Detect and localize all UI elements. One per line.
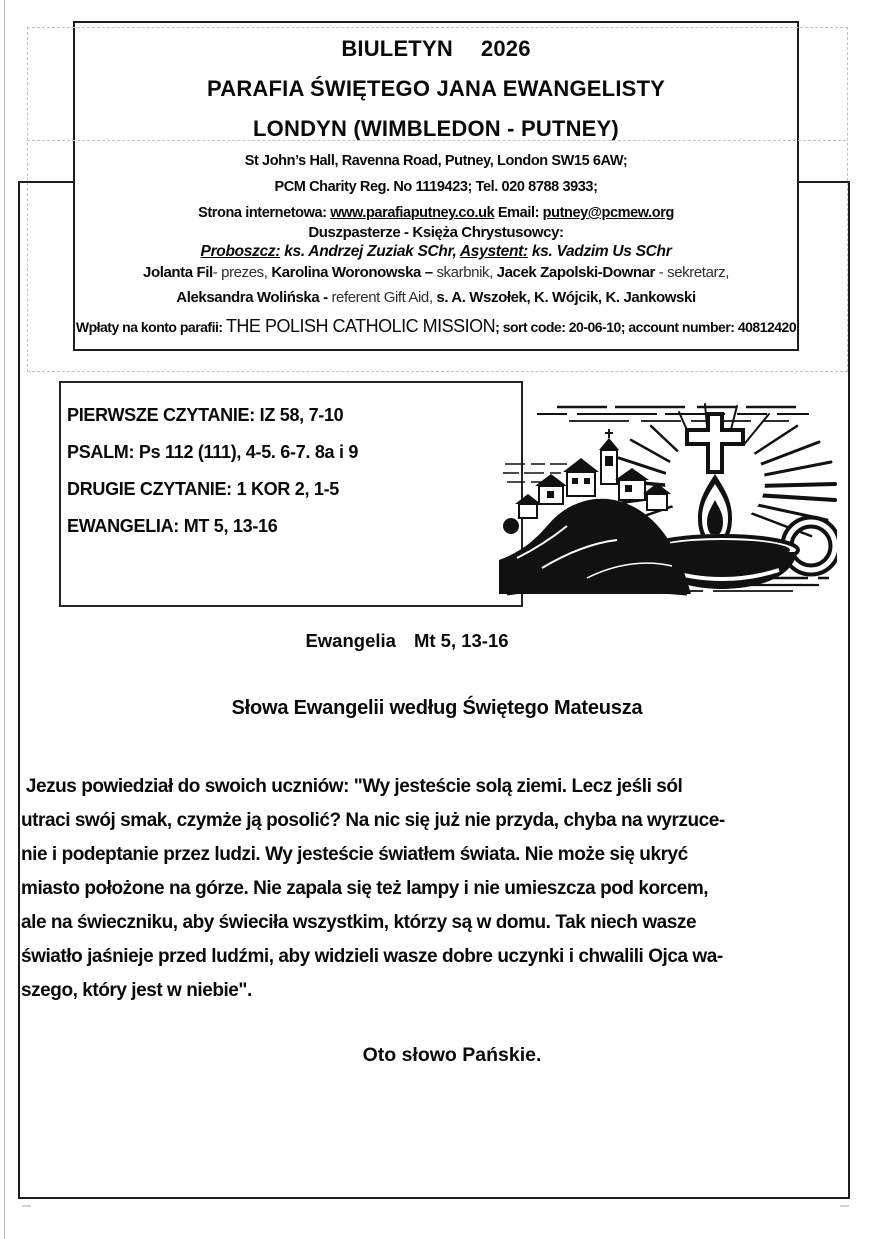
page-edge-line [4, 0, 5, 1239]
council-line-2 [75, 289, 797, 308]
email-label: Email: [494, 205, 543, 221]
email-link[interactable]: putney@pcmew.org [542, 205, 674, 221]
website-link[interactable]: www.parafiaputney.co.uk [330, 205, 495, 221]
gospel-heading-ref: Mt 5, 13-16 [413, 630, 509, 651]
parish-city: LONDYN (WIMBLEDON - PUTNEY) [253, 116, 619, 141]
charity-registration: PCM Charity Reg. No 1119423; Tel. 020 8788 3933; [274, 179, 598, 195]
gospel-text-line: miasto położone na górze. Nie zapala się też lampy i nie umieszcza pod korcem, [21, 878, 709, 899]
payments-line [75, 315, 797, 338]
frame-corner-mark [22, 1199, 31, 1207]
gospel-text-line: utraci swój smak, czymże ją posolić? Na nic się już nie przyda, chyba na wyrzuce- [21, 810, 725, 831]
council-role: - prezes, [212, 264, 272, 281]
parish-header-box [73, 21, 799, 351]
council-role: referent Gift Aid, [331, 289, 437, 306]
gospel-heading [0, 630, 814, 652]
sunday-readings-box [59, 381, 523, 607]
assistant-label: Asystent: [459, 243, 528, 260]
council-line-1 [75, 264, 797, 283]
clergy-heading: Duszpasterze - Księża Chrystusowcy: [308, 224, 564, 241]
council-role: - sekretarz, [655, 264, 729, 281]
pastor-name: ks. Andrzej Zuziak SChr, [280, 243, 460, 260]
first-reading: PIERWSZE CZYTANIE: IZ 58, 7-10 [67, 405, 344, 425]
second-reading: DRUGIE CZYTANIE: 1 KOR 2, 1-5 [67, 479, 340, 499]
psalm-reading: PSALM: Ps 112 (111), 4-5. 6-7. 8a i 9 [67, 442, 359, 462]
council-member: Aleksandra Wolińska - [176, 289, 332, 306]
pastor-label: Proboszcz: [200, 243, 281, 260]
parish-name: PARAFIA ŚWIĘTEGO JANA EWANGELISTY [206, 76, 666, 101]
gospel-closing: Oto słowo Pańskie. [362, 1044, 542, 1066]
parish-address: St John’s Hall, Ravenna Road, Putney, London SW15 6AW; [244, 153, 628, 169]
clergy-line [75, 242, 797, 261]
gospel-text-line: nie i podeptanie przez ludzi. Wy jesteście światłem świata. Nie może się ukryć [21, 844, 688, 865]
gospel-text-line: ale na świeczniku, aby świeciła wszystkim, którzy są w domu. Tak niech wasze [21, 912, 697, 933]
gospel-text-line: Jezus powiedział do swoich uczniów: "Wy jesteście solą ziemi. Lecz jeśli sól [21, 776, 683, 797]
gospel-heading-title: Ewangelia [305, 630, 396, 651]
bulletin-title [75, 35, 797, 63]
assistant-name: ks. Vadzim Us SChr [527, 243, 672, 260]
gospel-text-line: szego, który jest w niebie". [21, 980, 252, 1001]
city-on-hill-oil-lamp-cross-illustration [497, 398, 837, 596]
hill-town-graphic [499, 429, 691, 594]
payments-account-name: THE POLISH CATHOLIC MISSION [225, 316, 496, 336]
council-members: s. A. Wszołek, K. Wójcik, K. Jankowski [436, 289, 696, 306]
gospel-text-line: światło jaśnieje przed ludźmi, aby widzieli wasze dobre uczynki i chwalili Ojca wa- [21, 946, 723, 967]
gospel-reading-ref: EWANGELIA: MT 5, 13-16 [67, 516, 278, 536]
gospel-intro: Słowa Ewangelii według Świętego Mateusza [231, 697, 643, 719]
council-member: Jolanta Fil [143, 264, 213, 281]
website-label: Strona internetowa: [198, 205, 331, 221]
bulletin-title-year: 2026 [480, 36, 531, 61]
bulletin-title-word: BIULETYN [341, 36, 453, 61]
gospel-text [21, 770, 853, 1008]
council-role: skarbnik, [436, 264, 497, 281]
contact-line [75, 204, 797, 222]
payments-details: ; sort code: 20-06-10; account number: 40812420 [495, 319, 797, 335]
payments-label: Wpłaty na konto parafii: [75, 319, 226, 335]
council-member: Karolina Woronowska – [271, 264, 437, 281]
frame-corner-mark [840, 1199, 849, 1207]
council-member: Jacek Zapolski-Downar [496, 264, 655, 281]
